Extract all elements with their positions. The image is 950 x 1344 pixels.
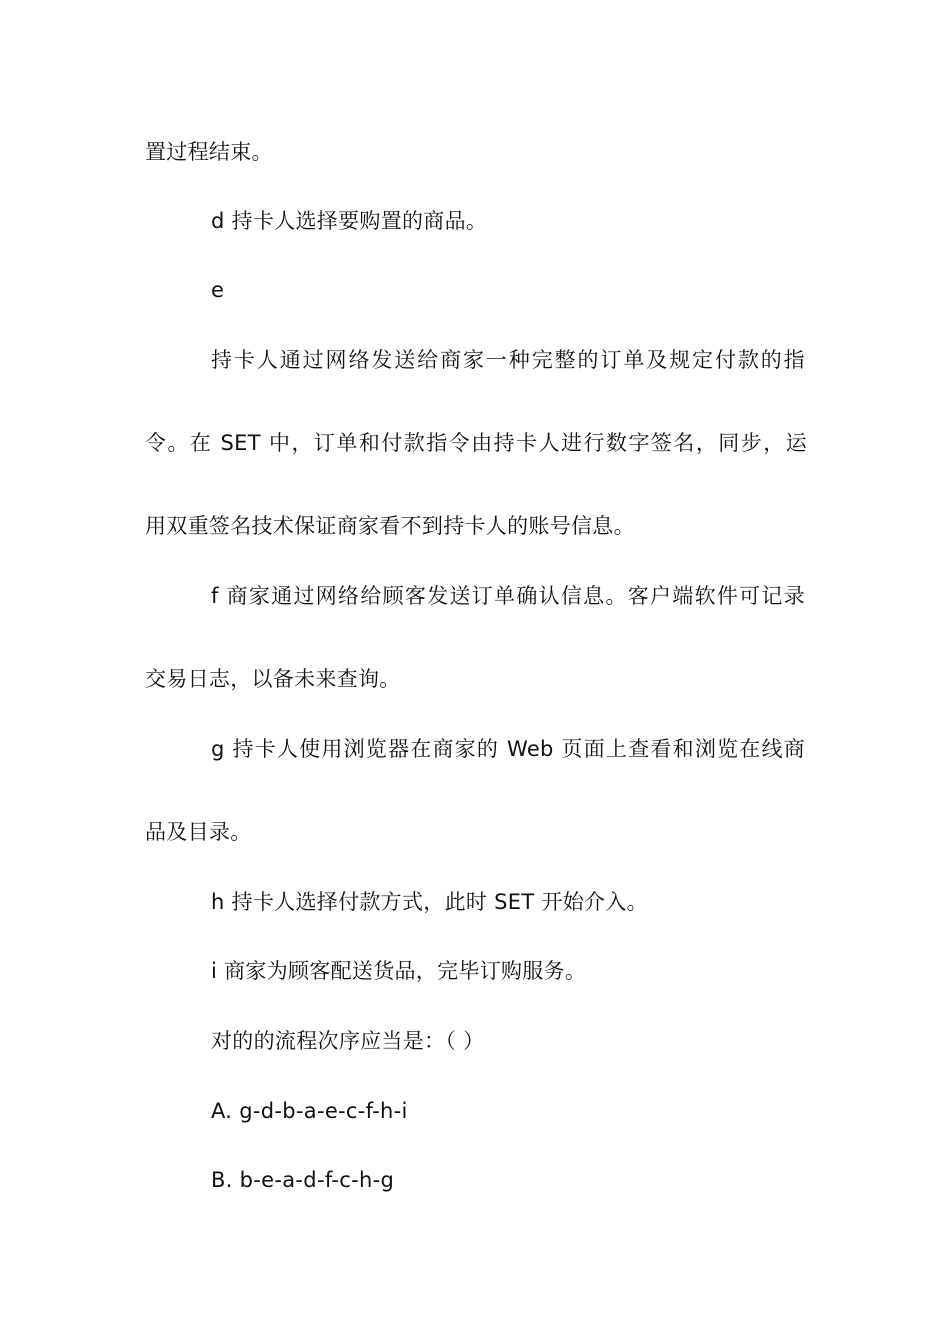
question-prompt: 对的的流程次序应当是：（ ） xyxy=(211,1029,485,1053)
option-d-line: d 持卡人选择要购置的商品。 xyxy=(211,209,488,233)
text-line-1: 置过程结束。 xyxy=(145,140,273,164)
option-g-line-1: g 持卡人使用浏览器在商家的 Web 页面上查看和浏览在线商 xyxy=(211,737,805,761)
option-f-line-2: 交易日志，以备未来查询。 xyxy=(145,667,401,691)
answer-choice-a: A. g-d-b-a-e-c-f-h-i xyxy=(211,1099,408,1123)
answer-choice-b: B. b-e-a-d-f-c-h-g xyxy=(211,1168,395,1192)
option-e-line-1: 持卡人通过网络发送给商家一种完整的订单及规定付款的指 xyxy=(211,348,805,372)
option-h-line: h 持卡人选择付款方式，此时 SET 开始介入。 xyxy=(211,890,648,914)
option-f-line-1: f 商家通过网络给顾客发送订单确认信息。客户端软件可记录 xyxy=(211,584,805,608)
option-e-line-3: 用双重签名技术保证商家看不到持卡人的账号信息。 xyxy=(145,514,635,538)
option-i-line: i 商家为顾客配送货品，完毕订购服务。 xyxy=(211,959,587,983)
option-g-line-2: 品及目录。 xyxy=(145,820,252,844)
option-e-line-2: 令。在 SET 中，订单和付款指令由持卡人进行数字签名，同步，运 xyxy=(145,431,807,455)
option-e-label: e xyxy=(211,278,225,302)
